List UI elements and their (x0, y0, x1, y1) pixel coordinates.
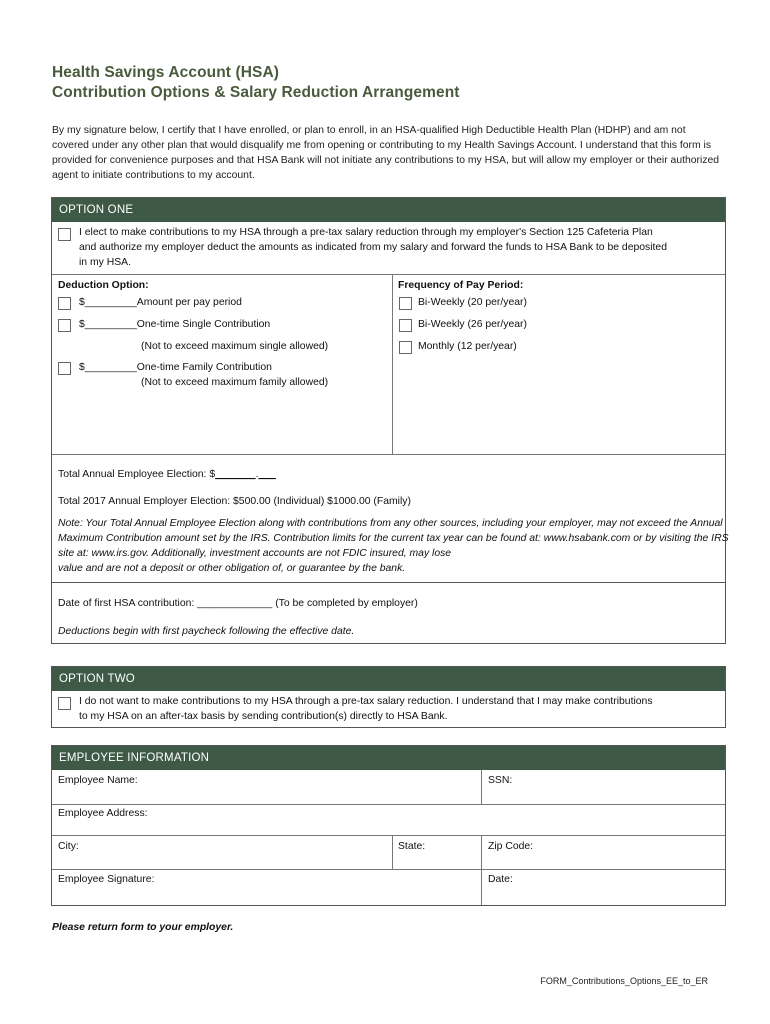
employee-name-field[interactable]: Employee Name: (58, 775, 138, 786)
deduction-dollar-sign: $ (79, 362, 85, 373)
divider (52, 869, 725, 870)
deductions-begin-note: Deductions begin with first paycheck following the effective date. (58, 626, 355, 637)
employee-election-dot: . (255, 469, 259, 480)
divider (52, 274, 725, 275)
deduction-family-row (79, 361, 272, 376)
employee-election-row (58, 468, 276, 483)
deduction-family-note: (Not to exceed maximum family allowed) (141, 377, 329, 388)
employee-information-section (51, 745, 726, 906)
first-contribution-section (51, 582, 726, 644)
employee-information-header: EMPLOYEE INFORMATION (52, 746, 725, 770)
return-form-note: Please return form to your employer. (52, 922, 234, 933)
note-line2: Maximum Contribution amount set by the IRS. Contribution limits for the current tax year can be found at: www.hsabank.com or by visiting the IRS (58, 533, 729, 544)
deduction-family-amount-field[interactable]: _________ (84, 362, 137, 373)
deduction-single-label: One-time Single Contribution (136, 319, 271, 330)
column-divider (481, 770, 482, 804)
option-two-section (51, 666, 726, 728)
note-line4: value and are not a deposit or other obligation of, or guarantee by the bank. (58, 563, 406, 574)
deduction-single-amount-field[interactable]: _________ (84, 319, 137, 330)
ssn-field[interactable]: SSN: (488, 775, 513, 786)
deduction-single-checkbox[interactable] (58, 319, 71, 332)
option-one-elect-line3: in my HSA. (79, 257, 131, 268)
option-one-checkbox[interactable] (58, 228, 71, 241)
deduction-single-row (79, 318, 270, 333)
employee-election-dollars-field[interactable]: _______ (215, 469, 256, 480)
option-one-elect-line2: and authorize my employer deduct the amounts as indicated from my salary and forward the funds to HSA Bank to be deposited (79, 242, 667, 253)
frequency-biweekly-20-checkbox[interactable] (399, 297, 412, 310)
deduction-dollar-sign: $_ (79, 297, 91, 308)
deduction-per-pay-label: Amount per pay period (136, 297, 242, 308)
deduction-option-label: Deduction Option: (58, 280, 149, 291)
frequency-label: Frequency of Pay Period: (398, 280, 524, 291)
first-contribution-field[interactable]: Date of first HSA contribution: _____________ (To be completed by employer) (58, 598, 418, 609)
deduction-dollar-sign: $ (79, 319, 85, 330)
option-one-header: OPTION ONE (52, 198, 725, 222)
frequency-monthly-label: Monthly (12 per/year) (418, 341, 517, 352)
intro-paragraph: By my signature below, I certify that I have enrolled, or plan to enroll, in an HSA-qualified High Deductible Health Plan (HDHP) and am not covered under any other plan that would disqualify me from opening or contributing to my Health Savings Account. I understand that this form is provided for convenience purposes and that HSA Bank will not initiate any contributions to my HSA, but will allow my employer or their authorized agent to initiate contributions to my account. (52, 125, 720, 181)
frequency-biweekly-26-label: Bi-Weekly (26 per/year) (418, 319, 527, 330)
deduction-per-pay-amount-field[interactable]: ________ (90, 297, 137, 308)
deduction-family-label: One-time Family Contribution (136, 362, 272, 373)
form-subtitle: Contribution Options & Salary Reduction Arrangement (52, 84, 460, 101)
frequency-biweekly-26-checkbox[interactable] (399, 319, 412, 332)
date-field[interactable]: Date: (488, 874, 513, 885)
employee-election-label: Total Annual Employee Election: $ (58, 469, 216, 480)
deduction-single-note: (Not to exceed maximum single allowed) (141, 341, 329, 352)
frequency-monthly-checkbox[interactable] (399, 341, 412, 354)
divider (52, 835, 725, 836)
divider (52, 454, 725, 455)
option-two-line2: to my HSA on an after-tax basis by sending contribution(s) directly to HSA Bank. (79, 711, 448, 722)
city-field[interactable]: City: (58, 841, 79, 852)
option-two-header: OPTION TWO (52, 667, 725, 691)
column-divider (392, 274, 393, 454)
employee-address-field[interactable]: Employee Address: (58, 808, 148, 819)
option-two-checkbox[interactable] (58, 697, 71, 710)
column-divider (392, 835, 393, 869)
divider (52, 804, 725, 805)
form-id-footer: FORM_Contributions_Options_EE_to_ER (540, 976, 708, 986)
note-line1: Note: Your Total Annual Employee Election along with contributions from any other sources, including your employer, may not exceed the Annual (58, 518, 723, 529)
employer-election: Total 2017 Annual Employer Election: $500.00 (Individual) $1000.00 (Family) (58, 496, 411, 507)
option-one-elect-line1: I elect to make contributions to my HSA through a pre-tax salary reduction through my employer's Section 125 Cafeteria Plan (79, 227, 653, 238)
deduction-family-checkbox[interactable] (58, 362, 71, 375)
deduction-per-pay-row (79, 296, 242, 311)
state-field[interactable]: State: (398, 841, 426, 852)
employee-signature-field[interactable]: Employee Signature: (58, 874, 155, 885)
form-title: Health Savings Account (HSA) (52, 64, 280, 81)
zip-code-field[interactable]: Zip Code: (488, 841, 534, 852)
option-two-line1: I do not want to make contributions to my HSA through a pre-tax salary reduction. I understand that I may make contributions (79, 696, 653, 707)
deduction-per-pay-checkbox[interactable] (58, 297, 71, 310)
frequency-biweekly-20-label: Bi-Weekly (20 per/year) (418, 297, 527, 308)
column-divider (481, 835, 482, 869)
note-line3: site at: www.irs.gov. Additionally, investment accounts are not FDIC insured, may lose (58, 548, 452, 559)
column-divider (481, 869, 482, 905)
option-one-section (51, 197, 729, 583)
employee-election-cents-field[interactable]: ___ (258, 469, 276, 480)
